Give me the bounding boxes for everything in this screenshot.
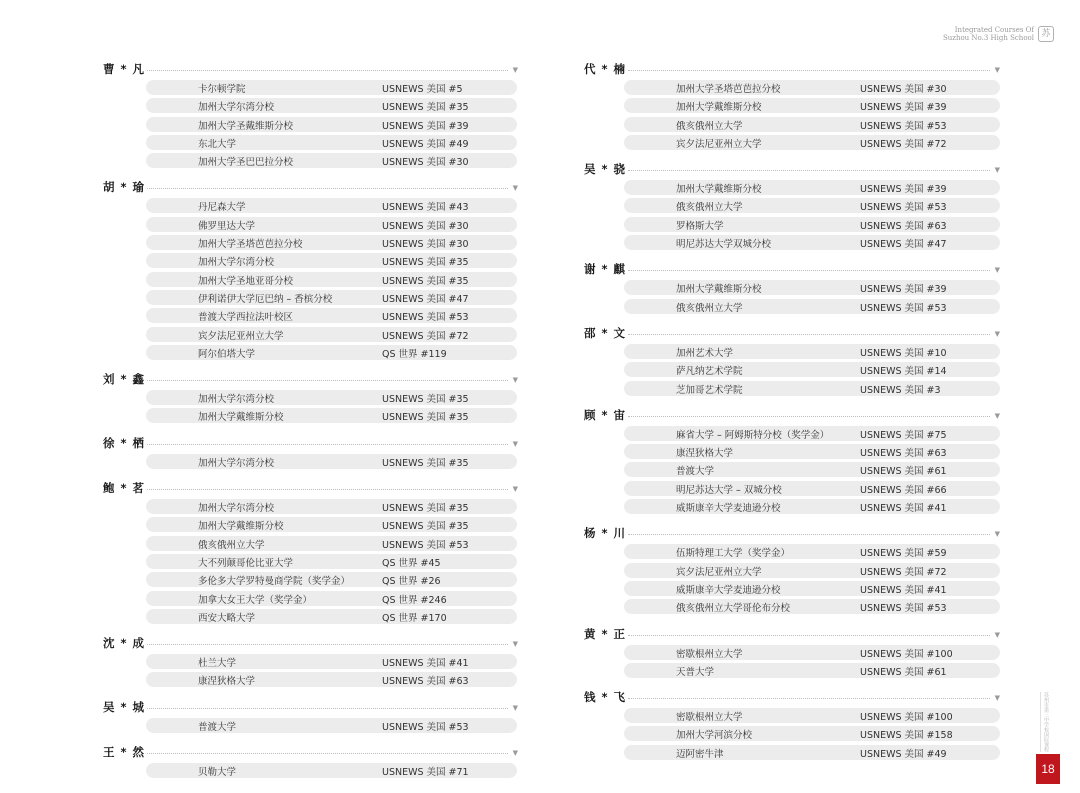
offer-row bbox=[624, 462, 1000, 477]
school-name: 威斯康辛大学麦迪逊分校 bbox=[676, 584, 781, 596]
school-name: 俄亥俄州立大学 bbox=[676, 202, 743, 214]
student-block bbox=[584, 621, 1000, 685]
school-ranking: USNEWS 美国 #63 bbox=[382, 676, 469, 688]
offer-row bbox=[146, 499, 517, 514]
school-ranking: USNEWS 美国 #53 bbox=[382, 539, 469, 551]
student-block bbox=[103, 174, 518, 366]
student-name: 吴 * 城 bbox=[103, 699, 146, 714]
school-name: 康涅狄格大学 bbox=[676, 448, 734, 460]
dotted-divider bbox=[628, 70, 990, 71]
school-ranking: USNEWS 美国 #10 bbox=[860, 347, 947, 359]
school-ranking: USNEWS 美国 #61 bbox=[860, 666, 947, 678]
dotted-divider bbox=[628, 635, 990, 636]
school-name: 加州大学戴维斯分校 bbox=[676, 102, 762, 114]
offer-row bbox=[624, 645, 1000, 660]
school-ranking: USNEWS 美国 #47 bbox=[860, 239, 947, 251]
dotted-divider bbox=[628, 416, 990, 417]
offer-row bbox=[146, 454, 517, 469]
school-name: 阿尔伯塔大学 bbox=[198, 348, 256, 360]
school-name: 俄亥俄州立大学 bbox=[676, 302, 743, 314]
offer-row bbox=[146, 253, 517, 268]
school-ranking: USNEWS 美国 #59 bbox=[860, 548, 947, 560]
offer-row bbox=[146, 308, 517, 323]
right-column bbox=[584, 56, 1000, 766]
school-ranking: USNEWS 美国 #53 bbox=[860, 603, 947, 615]
school-name: 威斯康辛大学麦迪逊分校 bbox=[676, 503, 781, 515]
student-block bbox=[103, 694, 518, 739]
student-header bbox=[103, 739, 518, 763]
school-ranking: USNEWS 美国 #39 bbox=[382, 120, 469, 132]
student-header bbox=[584, 520, 1000, 544]
school-ranking: USNEWS 美国 #49 bbox=[382, 138, 469, 150]
student-header bbox=[584, 402, 1000, 426]
school-ranking: QS 世界 #246 bbox=[382, 594, 447, 606]
offer-row bbox=[624, 663, 1000, 678]
offer-row bbox=[146, 135, 517, 150]
student-header bbox=[584, 156, 1000, 180]
school-name: 卡尔顿学院 bbox=[198, 84, 246, 95]
school-name: 罗格斯大学 bbox=[676, 220, 724, 232]
dotted-divider bbox=[147, 644, 508, 645]
header-line-1: Integrated Courses Of bbox=[954, 26, 1034, 34]
offer-row bbox=[624, 117, 1000, 132]
school-name: 加州大学尔湾分校 bbox=[198, 102, 275, 114]
school-ranking: USNEWS 美国 #35 bbox=[382, 503, 469, 515]
student-block bbox=[584, 56, 1000, 156]
school-logo-icon: 苏 bbox=[1038, 26, 1054, 42]
school-name: 加拿大女王大学（奖学金） bbox=[198, 594, 313, 606]
triangle-down-icon: ▼ bbox=[512, 640, 518, 649]
dotted-divider bbox=[628, 534, 990, 535]
school-ranking: USNEWS 美国 #39 bbox=[860, 184, 947, 196]
school-ranking: USNEWS 美国 #35 bbox=[382, 102, 469, 114]
school-name: 加州大学尔湾分校 bbox=[198, 457, 275, 469]
offer-row bbox=[624, 299, 1000, 314]
offer-row bbox=[146, 198, 517, 213]
offer-row bbox=[624, 599, 1000, 614]
offer-row bbox=[624, 344, 1000, 359]
student-block bbox=[103, 56, 518, 174]
school-name: 普渡大学 bbox=[198, 721, 237, 733]
school-name: 宾夕法尼亚州立大学 bbox=[676, 138, 762, 150]
offer-row bbox=[624, 444, 1000, 459]
student-header bbox=[103, 630, 518, 654]
offer-row bbox=[146, 572, 517, 587]
school-ranking: USNEWS 美国 #100 bbox=[860, 712, 953, 724]
school-name: 加州大学戴维斯分校 bbox=[198, 412, 284, 424]
student-block bbox=[103, 366, 518, 430]
school-ranking: USNEWS 美国 #72 bbox=[860, 138, 947, 150]
school-name: 俄亥俄州立大学哥伦布分校 bbox=[676, 603, 791, 615]
student-name: 代 * 楠 bbox=[584, 62, 627, 76]
student-block bbox=[584, 156, 1000, 256]
student-name: 鲍 * 茗 bbox=[103, 481, 146, 496]
school-name: 加州大学圣巴巴拉分校 bbox=[198, 157, 294, 169]
student-block bbox=[584, 402, 1000, 520]
dotted-divider bbox=[628, 270, 990, 271]
school-ranking: USNEWS 美国 #35 bbox=[382, 257, 469, 269]
school-name: 宾夕法尼亚州立大学 bbox=[198, 330, 284, 342]
school-name: 加州大学圣塔芭芭拉分校 bbox=[676, 84, 781, 95]
school-ranking: USNEWS 美国 #39 bbox=[860, 284, 947, 296]
school-name: 天普大学 bbox=[676, 666, 715, 678]
block-spacer bbox=[584, 763, 1000, 766]
school-name: 加州大学尔湾分校 bbox=[198, 503, 275, 515]
school-name: 萨凡纳艺术学院 bbox=[676, 366, 743, 378]
school-ranking: QS 世界 #170 bbox=[382, 612, 447, 624]
student-header bbox=[584, 256, 1000, 280]
offer-row bbox=[146, 345, 517, 360]
offer-row bbox=[146, 536, 517, 551]
school-ranking: USNEWS 美国 #66 bbox=[860, 484, 947, 496]
school-ranking: USNEWS 美国 #14 bbox=[860, 366, 947, 378]
school-name: 明尼苏达大学双城分校 bbox=[676, 239, 772, 251]
triangle-down-icon: ▼ bbox=[512, 184, 518, 193]
student-name: 刘 * 鑫 bbox=[103, 372, 146, 387]
student-name: 杨 * 川 bbox=[584, 526, 627, 541]
dotted-divider bbox=[147, 188, 508, 189]
school-ranking: USNEWS 美国 #30 bbox=[382, 157, 469, 169]
school-name: 佛罗里达大学 bbox=[198, 220, 256, 232]
school-name: 大不列颠哥伦比亚大学 bbox=[198, 557, 294, 569]
school-ranking: USNEWS 美国 #35 bbox=[382, 394, 469, 406]
offer-row bbox=[146, 80, 517, 95]
school-ranking: USNEWS 美国 #53 bbox=[860, 302, 947, 314]
school-ranking: USNEWS 美国 #75 bbox=[860, 429, 947, 441]
offer-row bbox=[624, 544, 1000, 559]
school-name: 多伦多大学罗特曼商学院（奖学金） bbox=[198, 576, 351, 588]
offer-row bbox=[624, 481, 1000, 496]
school-ranking: USNEWS 美国 #35 bbox=[382, 412, 469, 424]
school-name: 伊利诺伊大学厄巴纳 – 香槟分校 bbox=[198, 293, 333, 305]
school-ranking: USNEWS 美国 #30 bbox=[382, 239, 469, 251]
school-ranking: USNEWS 美国 #158 bbox=[860, 730, 953, 742]
school-ranking: USNEWS 美国 #61 bbox=[860, 466, 947, 478]
left-column bbox=[103, 56, 518, 784]
school-name: 加州大学圣塔芭芭拉分校 bbox=[198, 239, 303, 251]
school-name: 丹尼森大学 bbox=[198, 202, 246, 214]
school-name: 加州大学尔湾分校 bbox=[198, 257, 275, 269]
student-block bbox=[103, 630, 518, 694]
triangle-down-icon: ▼ bbox=[994, 266, 1000, 275]
school-name: 加州大学尔湾分校 bbox=[198, 394, 275, 406]
school-ranking: USNEWS 美国 #41 bbox=[860, 503, 947, 515]
offer-row bbox=[624, 563, 1000, 578]
school-name: 迈阿密牛津 bbox=[676, 748, 724, 760]
school-name: 普渡大学 bbox=[676, 466, 715, 478]
student-name: 黄 * 正 bbox=[584, 626, 627, 641]
triangle-down-icon: ▼ bbox=[512, 439, 518, 448]
school-name: 密歇根州立大学 bbox=[676, 712, 743, 724]
offer-row bbox=[146, 654, 517, 669]
school-ranking: USNEWS 美国 #39 bbox=[860, 102, 947, 114]
school-name: 杜兰大学 bbox=[198, 658, 237, 670]
student-block bbox=[584, 520, 1000, 620]
offer-row bbox=[624, 235, 1000, 250]
school-ranking: USNEWS 美国 #49 bbox=[860, 748, 947, 760]
triangle-down-icon: ▼ bbox=[512, 749, 518, 758]
offer-row bbox=[146, 517, 517, 532]
triangle-down-icon: ▼ bbox=[512, 66, 518, 74]
triangle-down-icon: ▼ bbox=[512, 376, 518, 385]
student-header bbox=[103, 694, 518, 718]
header-line-2: Suzhou No.3 High School bbox=[942, 34, 1034, 42]
offer-row bbox=[146, 672, 517, 687]
student-block bbox=[103, 475, 518, 630]
student-header bbox=[103, 366, 518, 390]
dotted-divider bbox=[147, 753, 508, 754]
school-name: 俄亥俄州立大学 bbox=[676, 120, 743, 132]
student-name: 徐 * 栖 bbox=[103, 435, 146, 450]
triangle-down-icon: ▼ bbox=[994, 630, 1000, 639]
student-name: 胡 * 瑜 bbox=[103, 180, 146, 195]
offer-row bbox=[624, 499, 1000, 514]
student-name: 王 * 然 bbox=[103, 745, 146, 760]
student-header bbox=[584, 56, 1000, 80]
dotted-divider bbox=[147, 70, 508, 71]
page-header bbox=[943, 26, 1054, 42]
student-block bbox=[103, 430, 518, 475]
offer-row bbox=[624, 217, 1000, 232]
student-header bbox=[103, 430, 518, 454]
offer-row bbox=[146, 763, 517, 778]
school-ranking: USNEWS 美国 #41 bbox=[382, 658, 469, 670]
school-ranking: USNEWS 美国 #47 bbox=[382, 293, 469, 305]
offer-row bbox=[146, 390, 517, 405]
school-ranking: USNEWS 美国 #35 bbox=[382, 275, 469, 287]
offer-row bbox=[146, 609, 517, 624]
student-block bbox=[103, 739, 518, 784]
offer-row bbox=[624, 80, 1000, 95]
school-name: 东北大学 bbox=[198, 138, 237, 150]
school-name: 明尼苏达大学 – 双城分校 bbox=[676, 484, 782, 496]
offer-row bbox=[146, 217, 517, 232]
triangle-down-icon: ▼ bbox=[994, 166, 1000, 175]
offer-row bbox=[146, 408, 517, 423]
school-ranking: USNEWS 美国 #43 bbox=[382, 202, 469, 214]
school-name: 加州大学戴维斯分校 bbox=[676, 284, 762, 296]
student-name: 顾 * 宙 bbox=[584, 407, 627, 422]
dotted-divider bbox=[147, 489, 508, 490]
offer-row bbox=[146, 327, 517, 342]
school-ranking: USNEWS 美国 #30 bbox=[860, 84, 947, 95]
school-ranking: QS 世界 #45 bbox=[382, 557, 441, 569]
school-ranking: USNEWS 美国 #100 bbox=[860, 648, 953, 660]
dotted-divider bbox=[147, 444, 508, 445]
school-name: 俄亥俄州立大学 bbox=[198, 539, 265, 551]
dotted-divider bbox=[147, 708, 508, 709]
offer-row bbox=[624, 708, 1000, 723]
dotted-divider bbox=[628, 334, 990, 335]
school-name: 康涅狄格大学 bbox=[198, 676, 256, 688]
offer-row bbox=[146, 117, 517, 132]
offer-row bbox=[624, 135, 1000, 150]
offer-row bbox=[624, 581, 1000, 596]
school-ranking: USNEWS 美国 #53 bbox=[860, 202, 947, 214]
school-ranking: USNEWS 美国 #3 bbox=[860, 384, 941, 396]
offer-row bbox=[624, 726, 1000, 741]
student-name: 吴 * 骁 bbox=[584, 162, 627, 177]
triangle-down-icon: ▼ bbox=[994, 694, 1000, 703]
school-name: 麻省大学 – 阿姆斯特分校（奖学金） bbox=[676, 429, 830, 441]
school-name: 加州艺术大学 bbox=[676, 347, 734, 359]
offer-row bbox=[624, 180, 1000, 195]
school-ranking: USNEWS 美国 #30 bbox=[382, 220, 469, 232]
school-name: 加州大学圣地亚哥分校 bbox=[198, 275, 294, 287]
offer-row bbox=[146, 718, 517, 733]
school-ranking: USNEWS 美国 #53 bbox=[860, 120, 947, 132]
school-name: 芝加哥艺术学院 bbox=[676, 384, 743, 396]
school-name: 贝勒大学 bbox=[198, 767, 237, 779]
offer-row bbox=[146, 153, 517, 168]
school-ranking: USNEWS 美国 #5 bbox=[382, 84, 463, 95]
school-ranking: USNEWS 美国 #35 bbox=[382, 457, 469, 469]
offer-row bbox=[624, 280, 1000, 295]
school-name: 加州大学戴维斯分校 bbox=[676, 184, 762, 196]
triangle-down-icon: ▼ bbox=[994, 530, 1000, 539]
offer-row bbox=[624, 381, 1000, 396]
sidebar-text: 苏州市第三中学校国际课程 bbox=[1043, 692, 1049, 752]
student-name: 沈 * 成 bbox=[103, 636, 146, 651]
offer-row bbox=[146, 290, 517, 305]
school-name: 加州大学戴维斯分校 bbox=[198, 521, 284, 533]
student-header bbox=[103, 174, 518, 198]
school-ranking: USNEWS 美国 #63 bbox=[860, 220, 947, 232]
student-header bbox=[103, 475, 518, 499]
dotted-divider bbox=[628, 170, 990, 171]
block-spacer bbox=[103, 781, 518, 784]
dotted-divider bbox=[147, 380, 508, 381]
student-header bbox=[584, 684, 1000, 708]
school-ranking: USNEWS 美国 #41 bbox=[860, 584, 947, 596]
school-ranking: QS 世界 #26 bbox=[382, 576, 441, 588]
dotted-divider bbox=[628, 698, 990, 699]
triangle-down-icon: ▼ bbox=[994, 329, 1000, 338]
school-name: 宾夕法尼亚州立大学 bbox=[676, 566, 762, 578]
offer-row bbox=[146, 272, 517, 287]
student-name: 钱 * 飞 bbox=[584, 690, 627, 705]
offer-row bbox=[624, 745, 1000, 760]
school-name: 加州大学圣戴维斯分校 bbox=[198, 120, 294, 132]
student-header bbox=[584, 621, 1000, 645]
school-name: 密歇根州立大学 bbox=[676, 648, 743, 660]
student-block bbox=[584, 256, 1000, 320]
offer-row bbox=[624, 198, 1000, 213]
student-name: 曹 * 凡 bbox=[103, 62, 146, 76]
school-ranking: USNEWS 美国 #35 bbox=[382, 521, 469, 533]
student-name: 谢 * 麒 bbox=[584, 262, 627, 277]
school-ranking: QS 世界 #119 bbox=[382, 348, 447, 360]
offer-row bbox=[146, 591, 517, 606]
school-ranking: USNEWS 美国 #53 bbox=[382, 312, 469, 324]
triangle-down-icon: ▼ bbox=[994, 411, 1000, 420]
triangle-down-icon: ▼ bbox=[994, 66, 1000, 74]
offer-row bbox=[146, 98, 517, 113]
school-name: 西安大略大学 bbox=[198, 612, 256, 624]
school-ranking: USNEWS 美国 #71 bbox=[382, 767, 469, 779]
triangle-down-icon: ▼ bbox=[512, 703, 518, 712]
school-name: 伍斯特理工大学（奖学金） bbox=[676, 548, 791, 560]
school-name: 普渡大学西拉法叶校区 bbox=[198, 312, 294, 324]
header-text bbox=[943, 26, 1034, 42]
student-header bbox=[103, 56, 518, 80]
offer-row bbox=[146, 554, 517, 569]
school-ranking: USNEWS 美国 #72 bbox=[860, 566, 947, 578]
school-ranking: USNEWS 美国 #63 bbox=[860, 448, 947, 460]
triangle-down-icon: ▼ bbox=[512, 485, 518, 494]
school-ranking: USNEWS 美国 #53 bbox=[382, 721, 469, 733]
school-ranking: USNEWS 美国 #72 bbox=[382, 330, 469, 342]
offer-row bbox=[146, 235, 517, 250]
offer-row bbox=[624, 426, 1000, 441]
page-number: 18 bbox=[1036, 754, 1060, 784]
school-name: 加州大学河滨分校 bbox=[676, 730, 753, 742]
offer-row bbox=[624, 362, 1000, 377]
student-header bbox=[584, 320, 1000, 344]
student-name: 邵 * 文 bbox=[584, 325, 627, 340]
offer-row bbox=[624, 98, 1000, 113]
student-block bbox=[584, 684, 1000, 766]
student-block bbox=[584, 320, 1000, 402]
